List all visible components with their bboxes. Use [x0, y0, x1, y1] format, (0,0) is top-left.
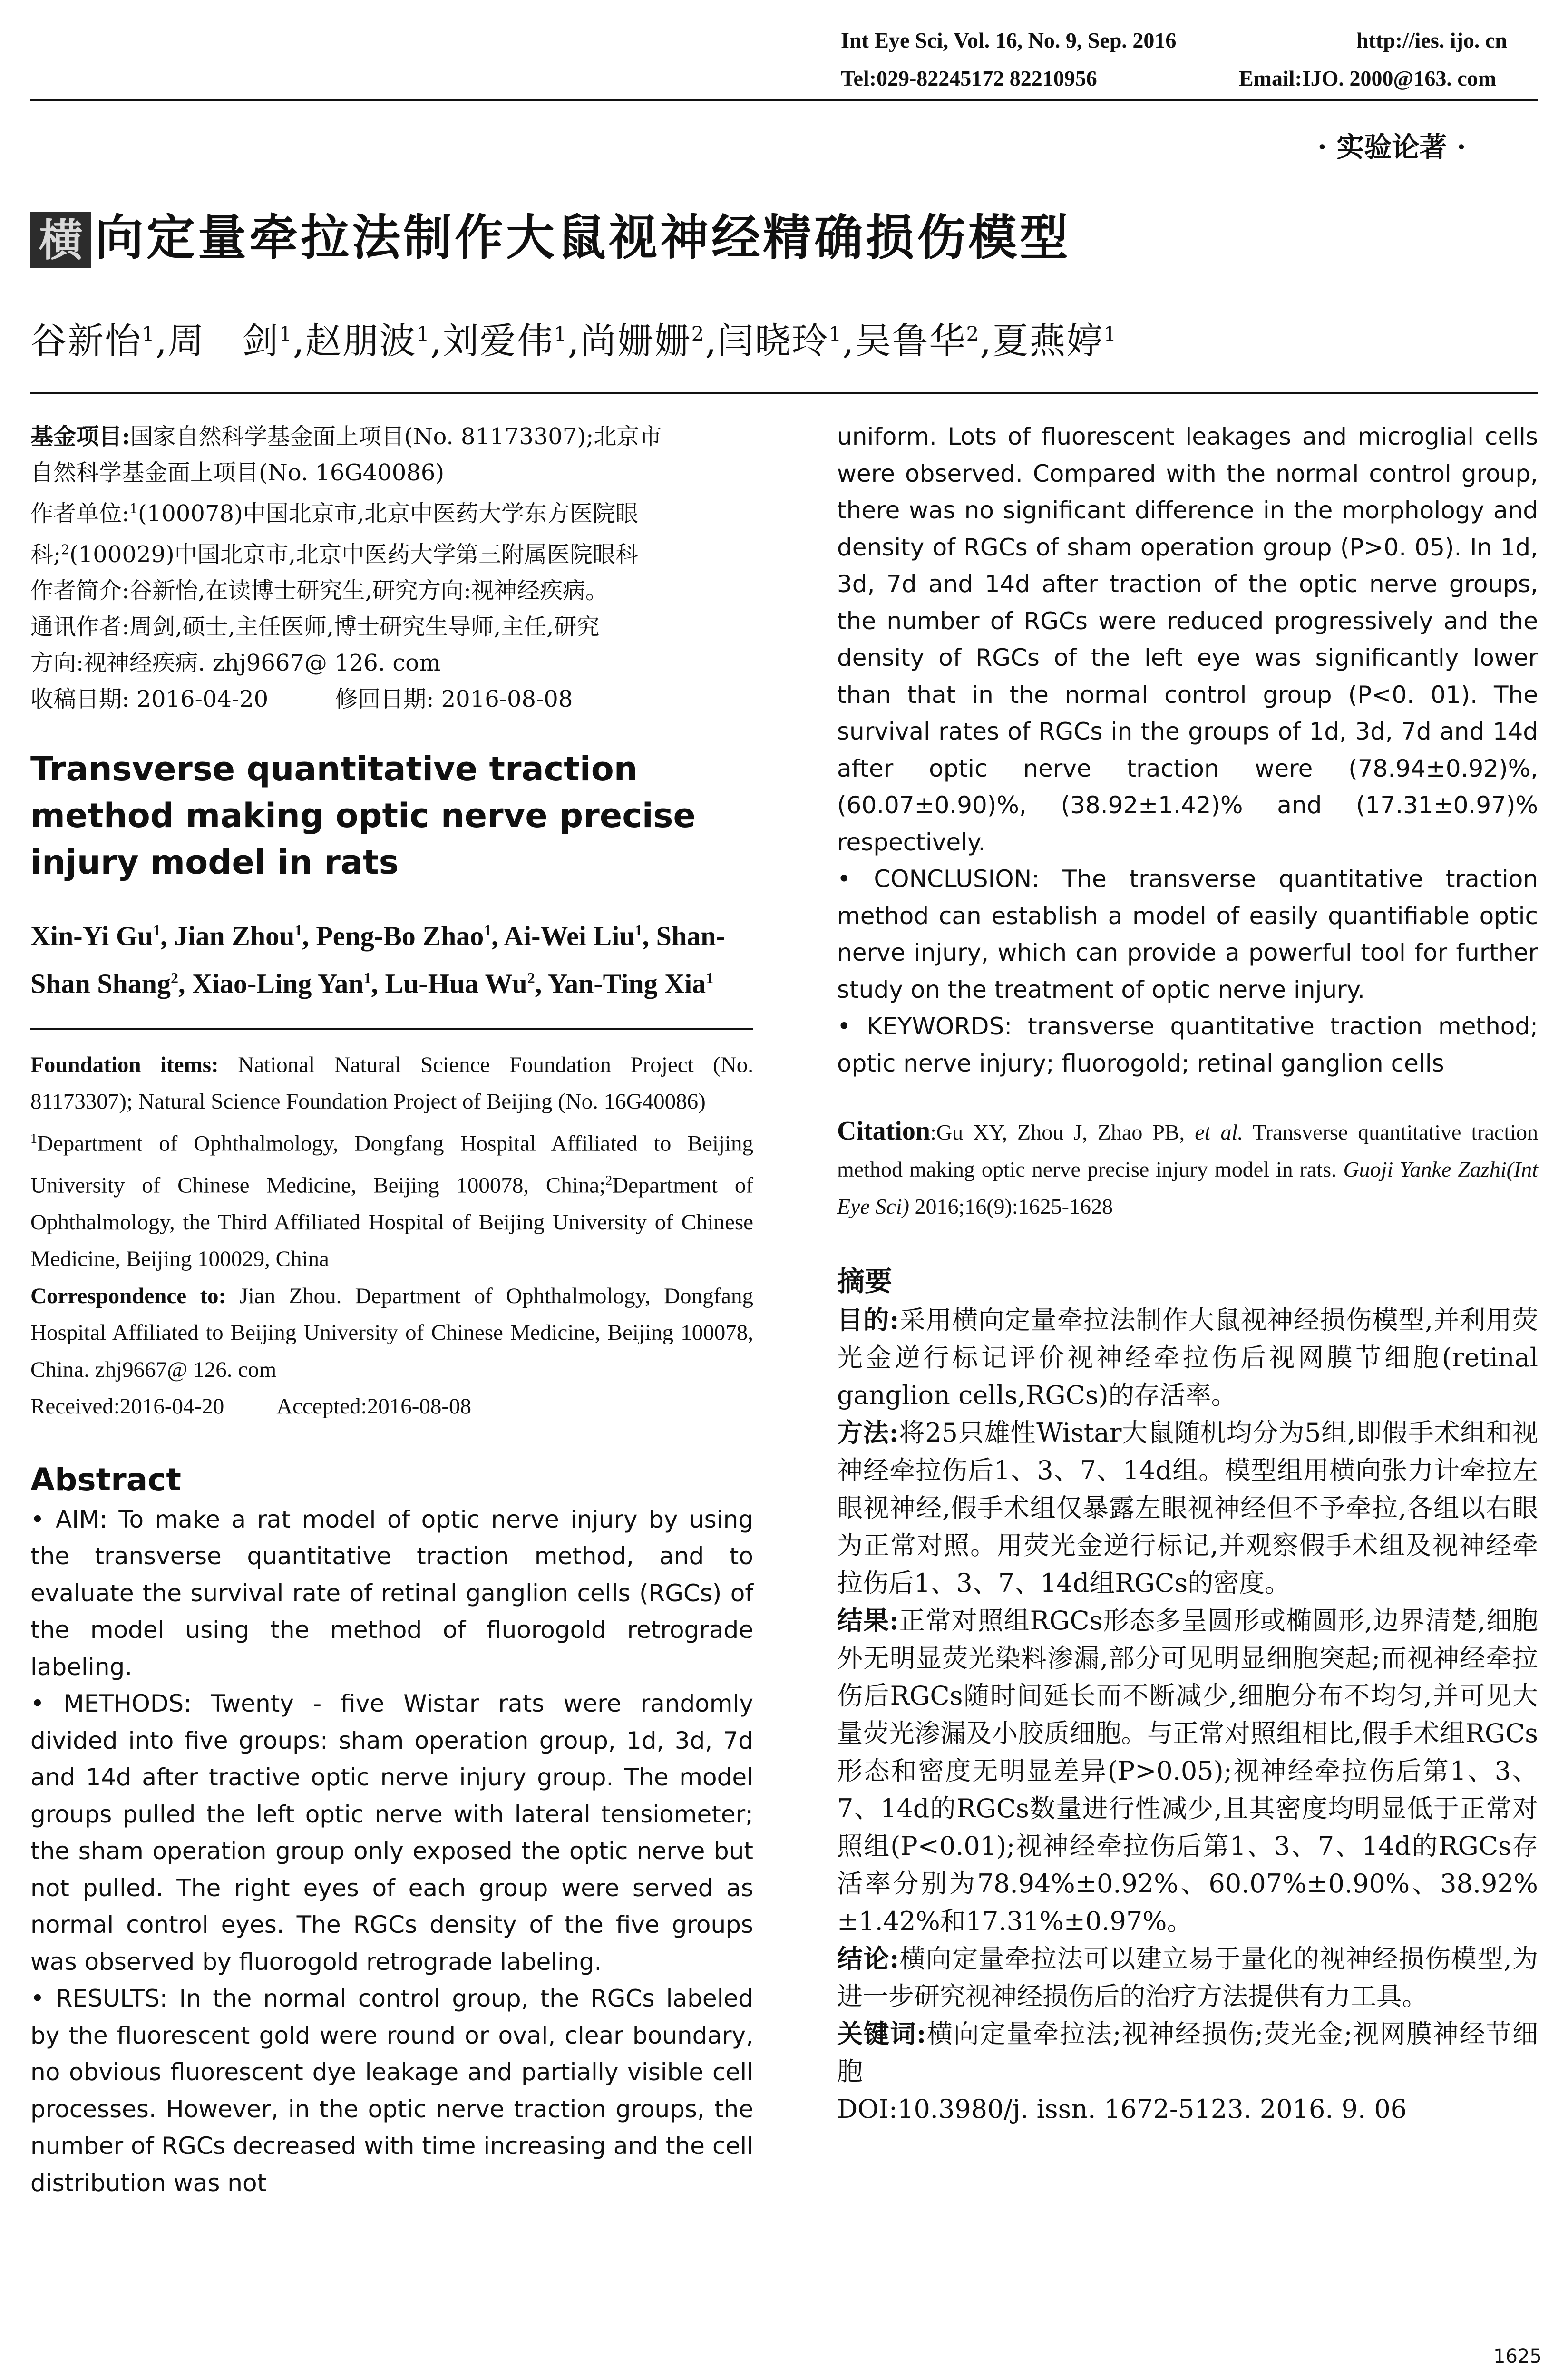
title-initial-char: 横: [39, 214, 83, 266]
affiliation-2: Department of Ophthalmology, the Third Affiliated Hospital of Beijing University of Chinese Medicine, Beijing 100029, China: [30, 1173, 753, 1272]
cn-corr-line-1: [30, 609, 753, 645]
cn-bio-label: 作者简介:: [30, 577, 130, 604]
cn-aim-label: 目的:: [837, 1305, 899, 1335]
foundation-text: National Natural Science Foundation Project (No. 81173307); Natural Science Foundation Project of Beijing (No. 16G40086): [30, 1052, 754, 1114]
citation: [837, 1112, 1538, 1225]
author-en-affiliation-sup: 1: [153, 922, 161, 939]
author-en-affiliation-sup: 2: [527, 969, 535, 987]
cn-unit-sup-1: 1: [129, 501, 138, 516]
cn-conclusion-text: 横向定量牵拉法可以建立易于量化的视神经损伤模型,为进一步研究视神经损伤后的治疗方法提供有力工具。: [837, 1944, 1538, 2011]
cn-unit-text-2a: 科;: [30, 541, 61, 568]
author-en-name: Peng-Bo Zhao: [316, 920, 484, 952]
abstract-keywords: • KEYWORDS: transverse quantitative traction method; optic nerve injury; fluorogold; retinal ganglion cells: [837, 1013, 1538, 1077]
cn-abstract-methods: [837, 1414, 1538, 1602]
cn-conclusion-label: 结论:: [837, 1943, 899, 1974]
cn-corr-text-1: 周剑,硕士,主任医师,博士研究生导师,主任,研究: [129, 614, 600, 640]
author-cn-affiliation-sup: 1: [828, 322, 843, 346]
cn-results-label: 结果:: [837, 1605, 899, 1636]
citation-text-b: Transverse quantitative traction method making optic nerve precise injury model in rats.: [837, 1120, 1538, 1181]
journal-issue: Int Eye Sci, Vol. 16, No. 9, Sep. 2016: [841, 28, 1177, 52]
cn-keywords-text: 横向定量牵拉法;视神经损伤;荧光金;视网膜神经节细胞: [837, 2019, 1539, 2086]
cn-abstract-keywords: [837, 2015, 1538, 2090]
authors-en: Xin-Yi Gu$^1$, Jian Zhou$^1$, Peng-Bo Zhao$^1$, Ai-Wei Liu$^1$, Shan-Shan Shang$^2$, Xiao-Ling Yan$^1$, Lu-Hua Wu$^2$, Yan-Ting Xia$^1$: [30, 920, 725, 999]
author-cn-affiliation-sup: 1: [1103, 322, 1118, 346]
citation-et-al: et al.: [1195, 1120, 1243, 1144]
abstract-aim: • AIM: To make a rat model of optic nerve injury by using the transverse quantitative traction method, and to evaluate the survival rate of retinal ganglion cells (RGCs) of the model using the method of fluorogold retrograde labeling.: [30, 1505, 753, 1681]
author-cn-affiliation-sup: 1: [142, 322, 156, 346]
cn-dates-line: [30, 681, 753, 717]
english-rule: [30, 1028, 753, 1030]
citation-text-a: :Gu XY, Zhou J, Zhao PB,: [930, 1120, 1195, 1144]
cn-aim-text: 采用横向定量牵拉法制作大鼠视神经损伤模型,并利用荧光金逆行标记评价视神经牵拉伤后视网膜节细胞(retinal ganglion cells,RGCs)的存活率。: [837, 1305, 1538, 1410]
cn-abstract-aim: [837, 1301, 1538, 1414]
abstract-results-part-1: • RESULTS: In the normal control group, the RGCs labeled by the fluorescent gold were round or oval, clear boundary, no obvious fluorescent dye leakage and partially visible cell processes. However, in the optic nerve traction groups, the number of RGCs decreased with time increasing and the cell distribution was not: [30, 1985, 753, 2197]
author-en-name: Ai-Wei Liu: [504, 920, 635, 952]
cn-fund-line-1: [30, 419, 753, 455]
abstract-results-part-2: uniform. Lots of fluorescent leakages and microglial cells were observed. Compared with the normal control group, there was no significant difference in the morphology and density of RGCs of sham operation group (P>0. 05). In 1d, 3d, 7d and 14d after traction of the optic nerve groups, the number of RGCs were reduced progressively and the density of RGCs of the left eye was significantly lower than that in the normal control group (P<0. 01). The survival rates of RGCs in the groups of 1d, 3d, 7d and 14d after optic nerve traction were (78.94±0.92)%, (60.07±0.90)%, (38.92±1.42)% and (17.31±0.97)% respectively.: [837, 423, 1538, 856]
foundation-items: [30, 1047, 753, 1120]
citation-label: Citation: [837, 1116, 930, 1146]
cn-results-text: 正常对照组RGCs形态多呈圆形或椭圆形,边界清楚,细胞外无明显荧光染料渗漏,部分可见明显细胞突起;而视神经牵拉伤后RGCs随时间延长而不断减少,细胞分布不均匀,并可见大量荧光渗漏及小胶质细胞。与正常对照组相比,假手术组RGCs形态和密度无明显差异(P>0.05);视神经牵拉伤后第1、3、7、14d的RGCs数量进行性减少,且其密度均明显低于正常对照组(P<0.01);视神经牵拉伤后第1、3、7、14d的RGCs存活率分别为78.94%±0.92%、60.07%±0.90%、38.92%±1.42%和17.31%±0.97%。: [837, 1606, 1539, 1936]
journal-website: http://ies. ijo. cn: [1356, 28, 1507, 52]
cn-revised-date: 修回日期: 2016-08-08: [335, 686, 573, 712]
english-info-block: [30, 1047, 753, 1425]
cn-unit-line-1: [30, 491, 753, 532]
cn-unit-text-2b: (100029)中国北京市,北京中医药大学第三附属医院眼科: [69, 541, 638, 568]
author-cn-name: 刘爱伟: [442, 320, 554, 362]
author-en-affiliation-sup: 1: [363, 969, 371, 987]
cn-corr-line-2: 方向:视神经疾病. zhj9667@ 126. com: [30, 650, 441, 676]
author-cn-name: 谷新怡: [30, 320, 142, 362]
correspondence-text: Jian Zhou. Department of Ophthalmology, Dongfang Hospital Affiliated to Beijing University of Chinese Medicine, Beijing 100078, China. zhj9667@ 126. com: [30, 1283, 753, 1382]
cn-unit-sup-2: 2: [61, 542, 70, 557]
author-en-name: Xiao-Ling Yan: [192, 968, 364, 999]
cn-fund-label: 基金项目:: [30, 423, 130, 450]
author-cn-name: 周 剑: [167, 320, 279, 362]
author-en-affiliation-sup: 1: [634, 922, 643, 939]
citation-text-c: 2016;16(9):1625-1628: [909, 1194, 1113, 1218]
author-en-affiliation-sup: 2: [171, 969, 179, 987]
author-en-name: Lu-Hua Wu: [385, 968, 527, 999]
author-en-affiliation-sup: 1: [484, 922, 492, 939]
correspondence-label: Correspondence to:: [30, 1283, 226, 1308]
cn-fund-text-1: 国家自然科学基金面上项目(No. 81173307);北京市: [130, 423, 662, 450]
paper-title-en: Transverse quantitative traction method making optic nerve precise injury model in rats: [30, 750, 696, 882]
author-rule: [30, 392, 1538, 394]
abstract-heading: Abstract: [30, 1461, 181, 1498]
header-rule: [30, 99, 1538, 101]
affiliation-sup-1: 1: [30, 1131, 37, 1146]
cn-abstract-heading: 摘要: [837, 1265, 893, 1297]
foundation-label: Foundation items:: [30, 1052, 219, 1077]
author-cn-name: 闫晓玲: [717, 320, 829, 362]
author-en-affiliation-sup: 1: [294, 922, 302, 939]
correspondence: [30, 1278, 753, 1389]
author-en-name: Jian Zhou: [174, 920, 295, 952]
abstract-conclusion: • CONCLUSION: The transverse quantitative traction method can establish a model of easily quantifiable optic nerve injury, which can provide a powerful tool for further study on the treatment of optic nerve injury.: [837, 865, 1538, 1003]
authors-cn: 谷新怡$^1$,周 剑$^1$,赵朋波$^1$,刘爱伟$^1$,尚姗姗$^2$,闫晓玲$^1$,吴鲁华$^2$,夏燕婷$^1$: [30, 320, 1118, 362]
author-cn-name: 尚姗姗: [580, 320, 691, 362]
author-cn-name: 赵朋波: [305, 320, 417, 362]
cn-methods-text: 将25只雄性Wistar大鼠随机均分为5组,即假手术组和视神经牵拉伤后1、3、7、14d组。模型组用横向张力计牵拉左眼视神经,假手术组仅暴露左眼视神经但不予牵拉,各组以右眼为正常对照。用荧光金逆行标记,并观察假手术组及视神经牵拉伤后1、3、7、14d组RGCs的密度。: [837, 1418, 1539, 1598]
author-cn-affiliation-sup: 2: [966, 322, 980, 346]
cn-methods-label: 方法:: [837, 1417, 899, 1448]
cn-unit-line-2: [30, 532, 753, 573]
right-column: [837, 419, 1538, 2128]
doi: DOI:10.3980/j. issn. 1672-5123. 2016. 9. 06: [837, 2094, 1407, 2124]
affiliation-sup-2: 2: [605, 1173, 613, 1188]
author-cn-affiliation-sup: 1: [416, 322, 430, 346]
section-label: · 实验论著 ·: [1317, 131, 1466, 163]
affiliations: [30, 1120, 753, 1278]
left-column: [30, 419, 753, 2202]
cn-abstract-conclusion: [837, 1940, 1538, 2015]
cn-unit-label: 作者单位:: [30, 500, 130, 527]
page-number: 1625: [1493, 2346, 1542, 2367]
title-initial-box: [30, 212, 91, 268]
abstract-methods: • METHODS: Twenty - five Wistar rats were randomly divided into five groups: sham operation group, 1d, 3d, 7d and 14d after tractive optic nerve injury group. The model groups pulled the left optic nerve with lateral tensiometer; the sham operation group only exposed the optic nerve but not pulled. The right eyes of each group were served as normal control eyes. The RGCs density of the five groups was observed by fluorogold retrograde labeling.: [30, 1690, 753, 1976]
cn-bio-text: 谷新怡,在读博士研究生,研究方向:视神经疾病。: [129, 577, 608, 604]
accepted-date: Accepted:2016-08-08: [276, 1394, 472, 1419]
author-cn-name: 夏燕婷: [992, 320, 1104, 362]
author-en-name: Xin-Yi Gu: [30, 920, 153, 952]
cn-abstract: [837, 1261, 1538, 2128]
cn-fund-line-2: 自然科学基金面上项目(No. 16G40086): [30, 459, 445, 486]
journal-tel: Tel:029-82245172 82210956: [841, 66, 1097, 90]
en-dates: [30, 1388, 753, 1425]
cn-bio-line: [30, 573, 753, 609]
author-cn-affiliation-sup: 1: [279, 322, 293, 346]
paper-title-cn: 向定量牵拉法制作大鼠视神经精确损伤模型: [95, 210, 1071, 266]
author-cn-affiliation-sup: 2: [691, 322, 705, 346]
journal-email: Email:IJO. 2000@163. com: [1239, 66, 1497, 90]
citation-journal: Guoji Yanke Zazhi(Int Eye Sci): [837, 1157, 1539, 1218]
author-cn-name: 吴鲁华: [855, 320, 966, 362]
author-en-name: Yan-Ting Xia: [547, 968, 706, 999]
author-cn-affiliation-sup: 1: [554, 322, 568, 346]
received-date: Received:2016-04-20: [30, 1394, 224, 1419]
cn-received-date: 收稿日期: 2016-04-20: [30, 686, 269, 712]
cn-keywords-label: 关键词:: [837, 2018, 926, 2049]
author-en-affiliation-sup: 1: [706, 969, 714, 987]
author-en-name: Shan-Shan Shang: [30, 920, 725, 999]
cn-abstract-results: [837, 1602, 1538, 1940]
cn-unit-text-1: (100078)中国北京市,北京中医药大学东方医院眼: [138, 500, 638, 527]
affiliation-1: Department of Ophthalmology, Dongfang Hospital Affiliated to Beijing University of Chinese Medicine, Beijing 100078, China;: [30, 1131, 753, 1198]
cn-corr-label: 通讯作者:: [30, 614, 130, 640]
